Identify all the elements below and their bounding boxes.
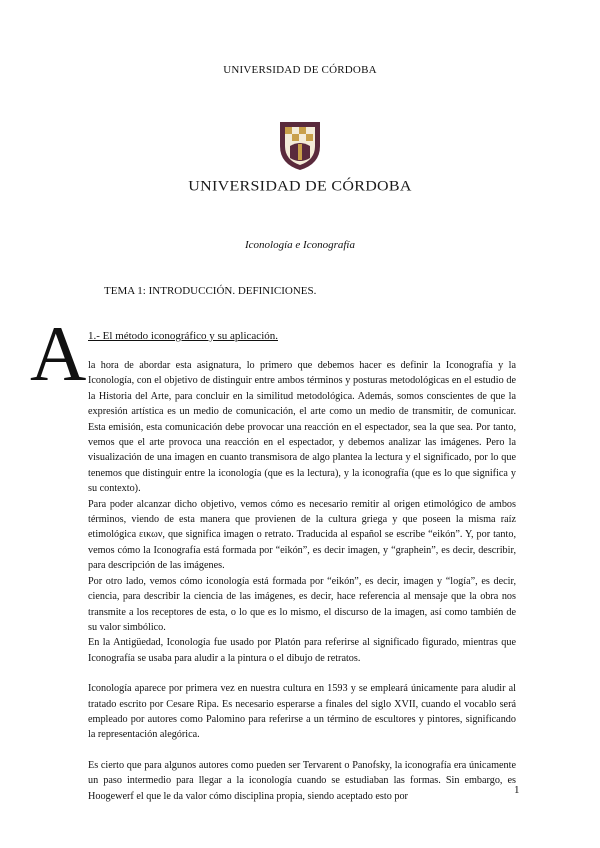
paragraph: Es cierto que para algunos autores como pueden ser Tervarent o Panofsky, la iconografía era únicamente un paso intermedio para llegar a la iconología cuando se estudiaban las formas. Sin embargo, es Hoogewerf el que le da valor cómo disciplina propia, siendo aceptado esto por xyxy=(88,759,516,802)
body-text xyxy=(88,358,516,804)
tema-heading: TEMA 1: INTRODUCCIÓN. DEFINICIONES. xyxy=(104,285,317,297)
paragraph: Iconología aparece por primera vez en nuestra cultura en 1593 y se empleará únicamente para aludir al tratado escrito por Cesare Ripa. Es necesario esperarse a finales del siglo XVII, cuando el vocablo será empleado por autores como Palomino para referirse a un término de escultores y pintores, significando la representación alegórica. xyxy=(88,683,516,741)
section-title: 1.- El método iconográfico y su aplicación. xyxy=(88,330,278,342)
paragraph: Para poder alcanzar dicho objetivo, vemos cómo es necesario remitir al origen etimológico de ambos términos, viendo de esta manera que provienen de la cultura griega y que poseen la misma raíz etimológica εικων, que significa imagen o retrato. Traducida al español se escribe “eikón”. Y, por tanto, vemos cómo la Iconografía está formada por “eikón”, es decir imagen, y “graphein”, es decir, describir, para descripción de las imágenes. xyxy=(88,498,516,572)
page-header: UNIVERSIDAD DE CÓRDOBA xyxy=(223,64,377,76)
paragraph: En la Antigüedad, Iconología fue usado por Platón para referirse al significado figurado, mientras que Iconografía se usaba para aludir a la pintura o el dibujo de retratos. xyxy=(88,637,516,664)
paragraph: Por otro lado, vemos cómo iconología está formada por “eikón”, es decir, imagen y “logía”, es decir, ciencia, para describir la ciencia de las imágenes, es decir, hace referencia al mensaje que la obra nos transmite a los receptores de esta, o lo que es lo mismo, el discurso de la imagen, así como también de su valor simbólico. xyxy=(88,575,516,633)
university-shield-logo xyxy=(276,120,324,172)
page-number: 1 xyxy=(514,784,520,796)
drop-cap: A xyxy=(30,310,87,397)
logo-wordmark: UNIVERSIDAD DE CÓRDOBA xyxy=(188,178,412,195)
paragraph: la hora de abordar esta asignatura, lo primero que debemos hacer es definir la Iconografía y la Iconología, con el objetivo de distinguir entre ambos términos y posturas metodológicas en el estudio de la Historia del Arte, para concluir en la similitud metodológica. Además, somos conscientes de que la expresión artística es un medio de comunicación, el arte como un medio de transmitir, de comunicar. Esta emisión, esta comunicación debe provocar una reacción en el espectador, sea la que sea. Por tanto, vemos que el arte provoca una reacción en el espectador, y debemos analizar las imágenes. Pero la visualización de una imagen en cuanto transmisora de algo plantea la lectura y el significado, por lo que tenemos que distinguir entre la iconología (que es la lectura), y la iconografía (que es lo que significa y su contexto). xyxy=(88,360,516,495)
subject-title: Iconología e Iconografía xyxy=(245,239,355,251)
